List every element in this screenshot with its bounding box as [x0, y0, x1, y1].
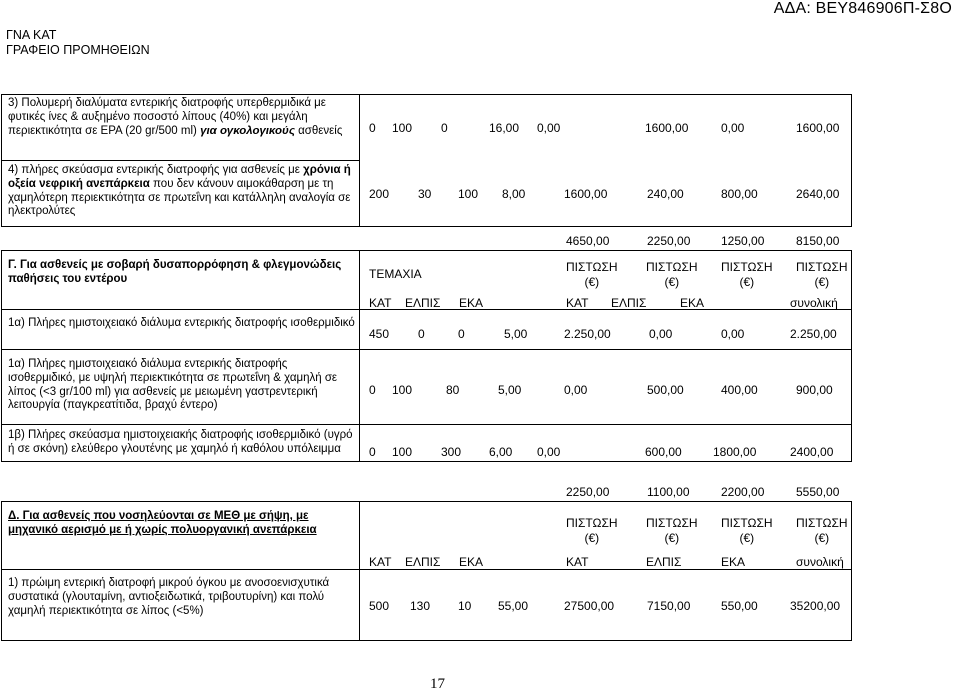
- section-d-title: Δ. Για ασθενείς που νοσηλεύονται σε ΜΕΘ με σήψη, με μηχανικό αερισμό με ή χωρίς πολυοργανική ανεπάρκεια: [8, 510, 317, 536]
- section-g-row-2-description: 1α) Πλήρες ημιστοιχειακό διάλυμα εντερικής διατροφής ισοθερμιδικό, με υψηλή περιεκτικότητα σε πρωτεΐνη & χαμηλή σε λίπος (<3 gr/100 ml) για ασθενείς με μειωμένη γαστρεντερική λειτουργία (παγκρεατίτιδα, βραχύ έντερο): [8, 358, 338, 412]
- pistosi-header-d-2: ΠΙΣΤΩΣΗ (€): [646, 516, 698, 545]
- pistosi-header-d-4: ΠΙΣΤΩΣΗ (€): [796, 516, 848, 545]
- pistosi-header-3: ΠΙΣΤΩΣΗ (€): [721, 260, 773, 289]
- org-name: ΓΝΑ ΚΑΤ: [6, 28, 57, 42]
- section-g-row-1-description: 1α) Πλήρες ημιστοιχειακό διάλυμα εντερικής διατροφής ισοθερμιδικό: [8, 317, 355, 329]
- item-3-description: 3) Πολυμερή διαλύματα εντερικής διατροφής υπερθερμιδικά με φυτικές ίνες & αυξημένο ποσοστό λίπους (40%) και μεγάλη περιεκτικότητα σε EPA (20 gr/500 ml) για ογκολογικούς ασθενείς: [8, 97, 343, 137]
- office-name: ΓΡΑΦΕΙΟ ΠΡΟΜΗΘΕΙΩΝ: [6, 43, 150, 57]
- section-g-title: Γ. Για ασθενείς με σοβαρή δυσαπορρόφηση & φλεγμονώδεις παθήσεις του εντέρου: [8, 259, 342, 285]
- pistosi-header-d-3: ΠΙΣΤΩΣΗ (€): [721, 516, 773, 545]
- ada-code: ΑΔΑ: ΒΕΥ846906Π-Σ8Ο: [773, 0, 952, 17]
- section-g-row-3-description: 1β) Πλήρες σκεύασμα ημιστοιχειακής διατροφής ισοθερμιδικό (υγρό ή σε σκόνη) ελεύθερο γλουτένης με χαμηλό ή καθόλου υπόλειμμα: [8, 429, 353, 455]
- item-4-description: 4) πλήρες σκεύασμα εντερικής διατροφής για ασθενείς με χρόνια ή οξεία νεφρική ανεπάρκεια που δεν κάνουν αιμοκάθαρση με τη χαμηλότερη περιεκτικότητα σε πρωτεΐνη και κατάλληλη αναλογία σε ηλεκτρολύτες: [8, 164, 351, 218]
- temaxia-header: ΤΕΜΑΧΙΑ: [369, 267, 422, 281]
- pistosi-header-2: ΠΙΣΤΩΣΗ (€): [646, 260, 698, 289]
- pistosi-header-4: ΠΙΣΤΩΣΗ (€): [796, 260, 848, 289]
- page-number: 17: [430, 676, 445, 692]
- section-d-row-1-description: 1) πρώιμη εντερική διατροφή μικρού όγκου με ανοσοενισχυτικά συστατικά (γλουταμίνη, αντιοξειδωτικά, τριβουτυρίνη) και πολύ χαμηλή περιεκτικότητα σε λίπος (<5%): [8, 577, 330, 617]
- organization-header: [6, 28, 150, 58]
- pistosi-header-d-1: ΠΙΣΤΩΣΗ (€): [566, 516, 618, 545]
- pistosi-header-1: ΠΙΣΤΩΣΗ (€): [566, 260, 618, 289]
